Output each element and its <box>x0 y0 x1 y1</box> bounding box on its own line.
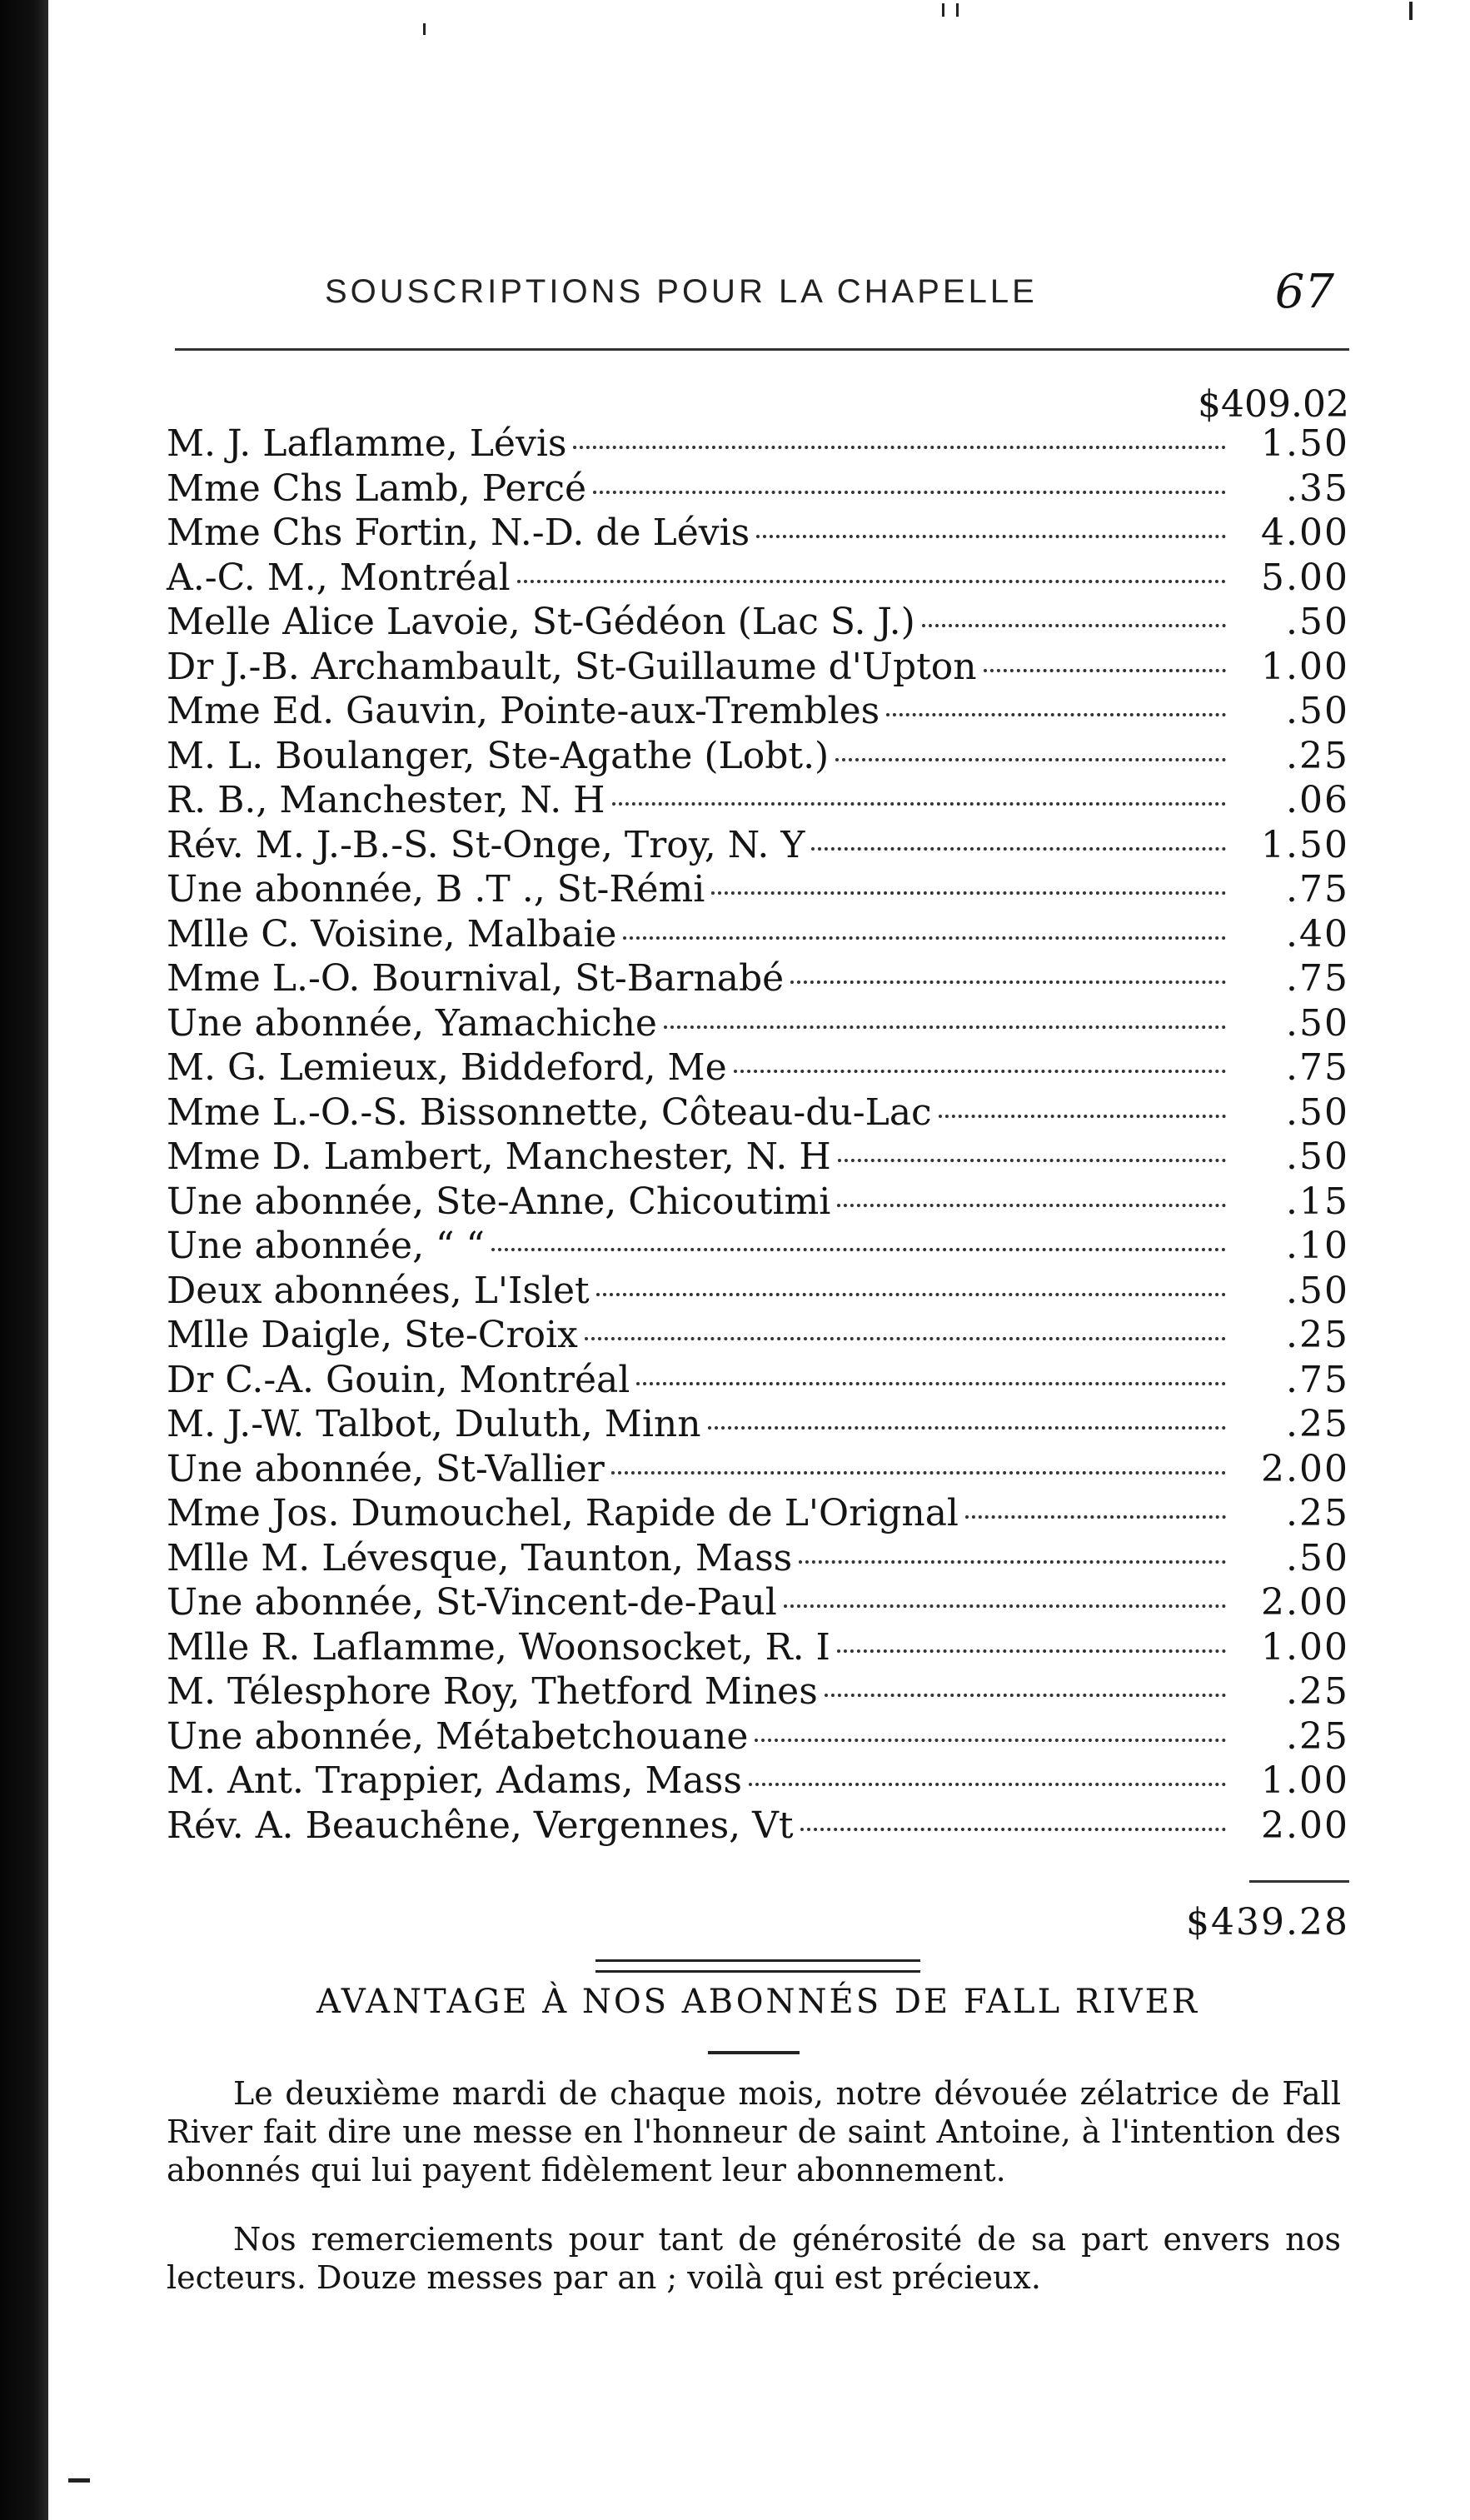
subscription-amount: .50 <box>1286 601 1349 643</box>
subscriber-name: Mme L.-O. Bournival, St-Barnabé <box>167 957 785 1000</box>
subscription-amount: .75 <box>1286 1046 1349 1089</box>
dot-leader <box>755 1739 1226 1742</box>
final-total: $439.28 <box>1186 1901 1349 1944</box>
running-title: SOUSCRIPTIONS POUR LA CHAPELLE <box>325 273 1038 310</box>
subscriber-name: Une abonnée, B .T ., St-Rémi <box>167 868 705 911</box>
subscription-amount: .35 <box>1286 467 1349 510</box>
subscription-row <box>167 645 1349 690</box>
heading-underline <box>708 2051 800 2054</box>
subscription-row <box>167 1045 1349 1090</box>
dot-leader <box>837 1649 1226 1653</box>
subscription-amount: .25 <box>1286 1714 1349 1758</box>
subscription-row <box>167 1669 1349 1714</box>
subscription-row <box>167 1180 1349 1225</box>
subscriber-name: Mme Ed. Gauvin, Pointe-aux-Trembles <box>167 690 880 732</box>
dot-leader <box>623 936 1226 940</box>
dot-leader <box>611 1471 1226 1475</box>
subscription-row <box>167 734 1349 779</box>
subscription-amount: .50 <box>1286 1135 1349 1178</box>
subscription-amount: .25 <box>1286 734 1349 777</box>
subscription-row <box>167 1447 1349 1492</box>
subscription-amount: .50 <box>1286 1536 1349 1579</box>
page-number: 67 <box>1274 265 1334 319</box>
subscription-row <box>167 600 1349 645</box>
subscription-amount: 1.00 <box>1261 1625 1349 1669</box>
dot-leader <box>886 713 1226 716</box>
subscriber-name: M. L. Boulanger, Ste-Agathe (Lobt.) <box>167 734 830 777</box>
subscriber-name: Une abonnée, Yamachiche <box>167 1001 657 1045</box>
subscription-amount: .50 <box>1286 1269 1349 1312</box>
subscription-row <box>167 1580 1349 1625</box>
subscriber-name: Mme L.-O.-S. Bissonnette, Côteau-du-Lac <box>167 1090 932 1134</box>
subscription-amount: 5.00 <box>1261 556 1349 599</box>
subscription-row <box>167 556 1349 601</box>
subscription-row <box>167 1536 1349 1581</box>
subscription-amount: .40 <box>1286 912 1349 956</box>
subscription-amount: .50 <box>1286 1001 1349 1045</box>
dot-leader <box>837 1204 1226 1207</box>
subscription-amount: .50 <box>1286 690 1349 732</box>
subscription-row <box>167 689 1349 734</box>
paragraph-mass-announcement: Le deuxième mardi de chaque mois, notre dévouée zélatrice de Fall River fait dire une messe en l'honneur de saint Antoine, à l'intention des abonnés qui lui payent fidèlement leur abonnement. <box>167 2075 1341 2188</box>
subscriber-name: Mlle Daigle, Ste-Croix <box>167 1314 578 1356</box>
dot-leader <box>585 1337 1226 1340</box>
sum-rule <box>1249 1880 1349 1883</box>
subscription-amount: 1.50 <box>1261 823 1349 866</box>
dot-leader <box>573 446 1226 449</box>
subscriber-name: Mme Chs Fortin, N.-D. de Lévis <box>167 511 750 554</box>
subscription-row <box>167 1625 1349 1670</box>
subscriber-name: Rév. A. Beauchêne, Vergennes, Vt <box>167 1804 794 1847</box>
dot-leader <box>593 491 1226 494</box>
subscription-amount: .75 <box>1286 957 1349 1000</box>
print-speck <box>956 3 959 17</box>
subscriber-name: Melle Alice Lavoie, St-Gédéon (Lac S. J.) <box>167 601 915 643</box>
dot-leader <box>756 535 1226 538</box>
subscription-amount: .15 <box>1286 1180 1349 1223</box>
subscriber-name: Deux abonnées, L'Islet <box>167 1269 590 1312</box>
dot-leader <box>596 1293 1226 1296</box>
subscription-amount: 1.50 <box>1261 422 1349 465</box>
subscription-row <box>167 1135 1349 1180</box>
subscriber-name: Mlle C. Voisine, Malbaie <box>167 912 617 956</box>
subscription-amount: .75 <box>1286 1358 1349 1401</box>
subscription-amount: 2.00 <box>1261 1447 1349 1490</box>
header-rule <box>175 348 1349 351</box>
dot-leader <box>922 624 1226 627</box>
subscription-amount: 1.00 <box>1261 645 1349 688</box>
dot-leader <box>965 1515 1226 1519</box>
dot-leader <box>711 891 1226 895</box>
subscription-amount: .75 <box>1286 868 1349 911</box>
dot-leader <box>838 1159 1226 1162</box>
dot-leader <box>636 1382 1226 1385</box>
subscriber-name: M. J.-W. Talbot, Duluth, Minn <box>167 1403 701 1445</box>
dot-leader <box>734 1070 1226 1073</box>
subscriber-name: Une abonnée, Métabetchouane <box>167 1714 749 1758</box>
section-double-rule <box>595 1959 920 1973</box>
subscriber-name: M. J. Laflamme, Lévis <box>167 422 567 465</box>
subscriber-name: Une abonnée, St-Vincent-de-Paul <box>167 1581 777 1624</box>
subscription-row <box>167 422 1349 467</box>
subscription-amount: .06 <box>1286 779 1349 821</box>
subscriber-name: Mlle M. Lévesque, Taunton, Mass <box>167 1536 793 1579</box>
print-speck <box>942 3 944 17</box>
subscription-amount: .10 <box>1286 1225 1349 1267</box>
subscription-row <box>167 778 1349 823</box>
print-speck <box>68 2478 90 2483</box>
subscription-row <box>167 1402 1349 1447</box>
subscriber-name: M. G. Lemieux, Biddeford, Me <box>167 1046 727 1089</box>
page-binding-edge <box>0 0 48 2520</box>
subscription-amount: .25 <box>1286 1670 1349 1713</box>
subscription-row <box>167 956 1349 1001</box>
subscription-amount: 4.00 <box>1261 511 1349 554</box>
subscription-amount: .25 <box>1286 1403 1349 1445</box>
subscription-amount: 2.00 <box>1261 1804 1349 1847</box>
dot-leader <box>517 580 1226 583</box>
subscription-row <box>167 1313 1349 1358</box>
dot-leader <box>784 1604 1226 1608</box>
subscription-row <box>167 1001 1349 1046</box>
dot-leader <box>811 847 1226 851</box>
subscriber-name: Dr C.-A. Gouin, Montréal <box>167 1358 630 1401</box>
dot-leader <box>790 981 1226 984</box>
subscription-list <box>167 422 1349 1848</box>
subscription-row <box>167 1491 1349 1536</box>
dot-leader <box>749 1783 1226 1786</box>
running-header <box>167 265 1349 323</box>
subscription-amount: 2.00 <box>1261 1581 1349 1624</box>
subscriber-name: A.-C. M., Montréal <box>167 556 511 599</box>
subscription-row <box>167 1090 1349 1135</box>
subscription-row <box>167 1714 1349 1759</box>
dot-leader <box>491 1248 1226 1251</box>
subscription-row <box>167 1224 1349 1269</box>
subscription-row <box>167 1358 1349 1403</box>
dot-leader <box>939 1115 1226 1118</box>
subscription-row <box>167 1269 1349 1314</box>
subscription-amount: .25 <box>1286 1492 1349 1534</box>
subscription-row <box>167 1804 1349 1849</box>
subscriber-name: Dr J.-B. Archambault, St-Guillaume d'Upton <box>167 645 977 688</box>
dot-leader <box>984 669 1226 672</box>
subscriber-name: Une abonnée, St-Vallier <box>167 1447 605 1490</box>
print-speck <box>1409 2 1413 20</box>
dot-leader <box>612 802 1226 806</box>
paragraph-thanks: Nos remerciements pour tant de générosité de sa part envers nos lecteurs. Douze messes par an ; voilà qui est précieux. <box>167 2221 1341 2296</box>
subscriber-name: Une abonnée, Ste-Anne, Chicoutimi <box>167 1180 831 1223</box>
subscriber-name: R. B., Manchester, N. H <box>167 779 605 821</box>
subscription-amount: .50 <box>1286 1090 1349 1134</box>
subscriber-name: Une abonnée, “ “ <box>167 1225 486 1267</box>
subscriber-name: Mme Chs Lamb, Percé <box>167 467 587 510</box>
subscriber-name: M. Télesphore Roy, Thetford Mines <box>167 1670 818 1713</box>
subscription-amount: 1.00 <box>1261 1759 1349 1802</box>
subscriber-name: Mme Jos. Dumouchel, Rapide de L'Orignal <box>167 1492 959 1534</box>
subscription-row <box>167 823 1349 868</box>
section-heading: AVANTAGE À NOS ABONNÉS DE FALL RIVER <box>316 1983 1199 2021</box>
dot-leader <box>835 758 1226 761</box>
subscriber-name: Mme D. Lambert, Manchester, N. H <box>167 1135 831 1178</box>
subscription-row <box>167 467 1349 511</box>
subscriber-name: M. Ant. Trappier, Adams, Mass <box>167 1759 742 1802</box>
subscriber-name: Mlle R. Laflamme, Woonsocket, R. I <box>167 1625 830 1669</box>
subscription-amount: .25 <box>1286 1314 1349 1356</box>
dot-leader <box>708 1426 1226 1430</box>
subscription-row <box>167 1759 1349 1804</box>
subscriber-name: Rév. M. J.-B.-S. St-Onge, Troy, N. Y <box>167 823 805 866</box>
subscription-row <box>167 867 1349 912</box>
subscription-row <box>167 912 1349 957</box>
dot-leader <box>799 1560 1226 1564</box>
dot-leader <box>800 1828 1226 1831</box>
subscription-row <box>167 511 1349 556</box>
carried-forward-total: $409.02 <box>1198 383 1349 426</box>
print-speck <box>423 23 426 35</box>
dot-leader <box>825 1694 1226 1697</box>
dot-leader <box>664 1025 1226 1029</box>
